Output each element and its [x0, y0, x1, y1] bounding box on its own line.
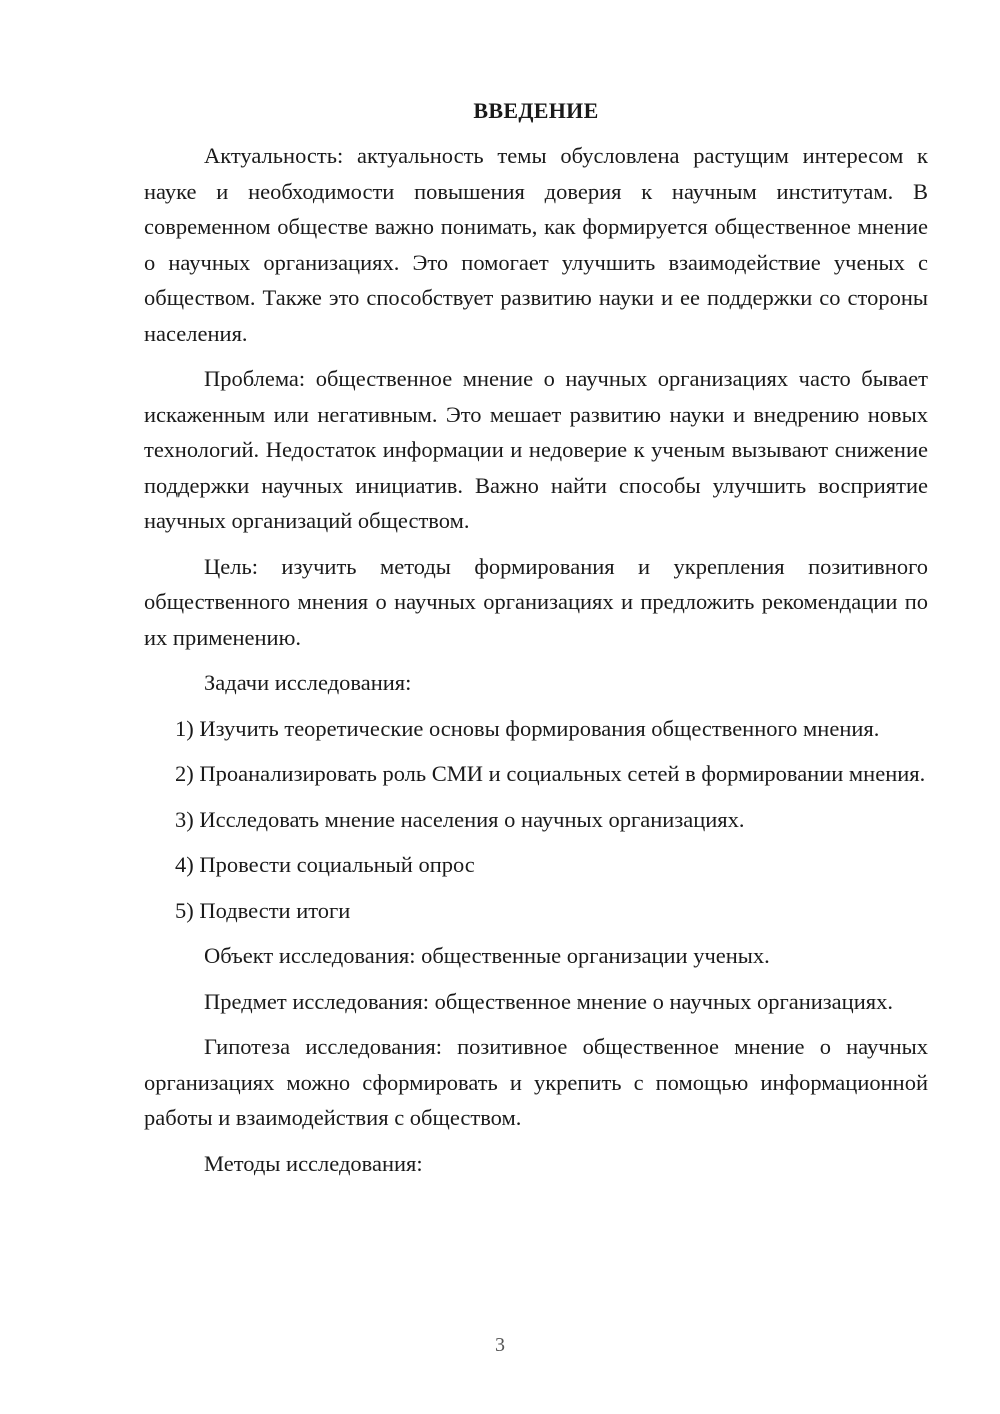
subject-paragraph: Предмет исследования: общественное мнение о научных организациях.	[204, 988, 893, 1014]
task-item-5: 5) Подвести итоги	[175, 897, 351, 923]
tasks-heading: Задачи исследования:	[204, 670, 412, 695]
problem-paragraph: Проблема: общественное мнение о научных организациях часто бывает искаженным или негативным. Это мешает развитию науки и внедрению новых технологий. Недостаток информации и недоверие к ученым вызывают снижение поддержки научных инициатив. Важно найти способы улучшить восприятие научных организаций обществом.	[144, 366, 928, 533]
page-number: 3	[495, 1334, 505, 1356]
task-item-4: 4) Провести социальный опрос	[175, 852, 475, 877]
task-item-2: 2) Проанализировать роль СМИ и социальных сетей в формировании мнения.	[175, 761, 926, 786]
task-item-3: 3) Исследовать мнение населения о научных организациях.	[175, 806, 745, 832]
task-item-1: 1) Изучить теоретические основы формирования общественного мнения.	[175, 715, 880, 741]
hypothesis-paragraph: Гипотеза исследования: позитивное общественное мнение о научных организациях можно сформировать и укрепить с помощью информационной работы и взаимодействия с обществом.	[144, 1034, 928, 1130]
methods-heading: Методы исследования:	[204, 1150, 423, 1176]
page-title: ВВЕДЕНИЕ	[473, 98, 599, 123]
object-paragraph: Объект исследования: общественные организации ученых.	[204, 943, 770, 968]
goal-paragraph: Цель: изучить методы формирования и укрепления позитивного общественного мнения о научных организациях и предложить рекомендации по их применению.	[144, 553, 928, 650]
page-content	[144, 96, 928, 1191]
relevance-paragraph: Актуальность: актуальность темы обусловлена растущим интересом к науке и необходимости повышения доверия к научным институтам. В современном обществе важно понимать, как формируется общественное мнение о научных организациях. Это помогает улучшить взаимодействие ученых с обществом. Также это способствует развитию науки и ее поддержки со стороны населения.	[144, 143, 928, 346]
